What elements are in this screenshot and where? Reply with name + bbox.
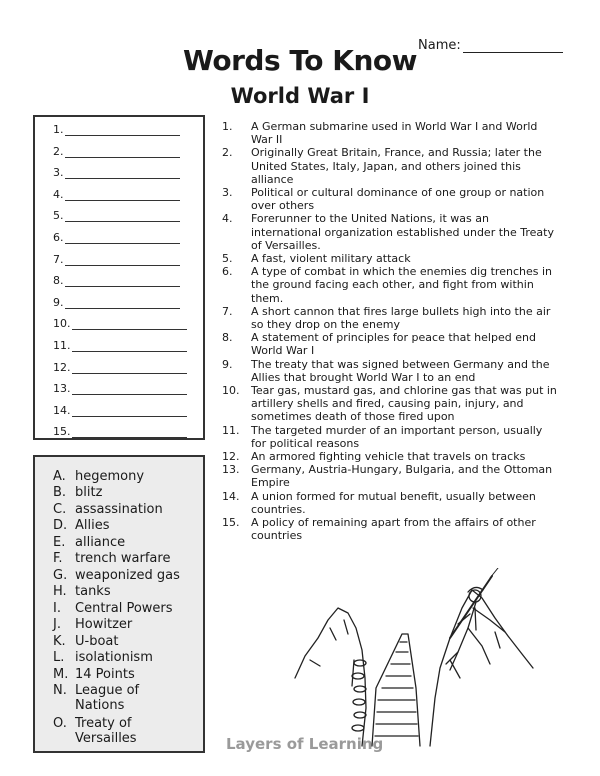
word-bank-item: N. League of Nations	[53, 683, 140, 713]
answer-blank[interactable]: 15.	[53, 425, 187, 438]
answer-blank[interactable]: 12.	[53, 361, 187, 374]
definition-item: 2. Originally Great Britain, France, and Russia; later the United States, Italy, Japan, and others joined this alliance	[222, 146, 542, 186]
definition-item: 10. Tear gas, mustard gas, and chlorine gas that was put in artillery shells and fired, causing pain, injury, and sometimes death of those fired upon	[222, 384, 557, 424]
definition-item: 5. A fast, violent military attack	[222, 252, 411, 266]
word-bank-item: E. alliance	[53, 535, 126, 550]
trench-soldier-illustration	[290, 568, 535, 748]
word-bank-item: L. isolationism	[53, 650, 153, 665]
answer-blank[interactable]: 3.	[53, 166, 180, 179]
answer-blank[interactable]: 10.	[53, 317, 187, 330]
definition-item: 11. The targeted murder of an important person, usually for political reasons	[222, 423, 543, 450]
word-bank-item: D. Allies	[53, 518, 110, 533]
definition-item: 12. An armored fighting vehicle that travels on tracks	[222, 450, 526, 464]
answer-blank[interactable]: 6.	[53, 231, 180, 244]
word-bank-item: O. Treaty of Versailles	[53, 716, 137, 746]
word-bank-item: F. trench warfare	[53, 551, 171, 566]
definition-item: 13. Germany, Austria-Hungary, Bulgaria, and the Ottoman Empire	[222, 463, 553, 490]
word-bank-item: I. Central Powers	[53, 601, 173, 616]
definition-item: 9. The treaty that was signed between Germany and the Allies that brought World War I to an end	[222, 357, 550, 384]
definition-item: 3. Political or cultural dominance of one group or nation over others	[222, 186, 545, 213]
answer-blank[interactable]: 5.	[53, 209, 180, 222]
definition-item: 4. Forerunner to the United Nations, it was an international organization established under the Treaty of Versailles.	[222, 212, 554, 252]
word-bank-item: H. tanks	[53, 584, 111, 599]
page-subtitle: World War I	[230, 84, 370, 108]
definition-item: 6. A type of combat in which the enemies dig trenches in the ground facing each other, and fight from within them.	[222, 265, 552, 305]
word-bank-item: J. Howitzer	[53, 617, 133, 632]
answer-blank[interactable]: 14.	[53, 404, 187, 417]
definition-item: 1. A German submarine used in World War I and World War II	[222, 120, 538, 147]
answer-box	[33, 115, 205, 440]
word-bank-item: K. U-boat	[53, 634, 119, 649]
name-label: Name:	[418, 38, 461, 53]
word-bank-item: B. blitz	[53, 485, 103, 500]
word-bank-item: G. weaponized gas	[53, 568, 180, 583]
definition-item: 15. A policy of remaining apart from the affairs of other countries	[222, 516, 536, 543]
definition-item: 8. A statement of principles for peace that helped end World War I	[222, 331, 536, 358]
answer-blank[interactable]: 8.	[53, 274, 180, 287]
answer-blank[interactable]: 13.	[53, 382, 187, 395]
footer-brand: Layers of Learning	[226, 735, 384, 753]
word-bank-item: C. assassination	[53, 502, 163, 517]
definition-item: 7. A short cannon that fires large bullets high into the air so they drop on the enemy	[222, 304, 551, 332]
answer-blank[interactable]: 7.	[53, 253, 180, 266]
answer-blank[interactable]: 4.	[53, 188, 180, 201]
definition-item: 14. A union formed for mutual benefit, usually between countries.	[222, 489, 536, 516]
word-bank	[33, 455, 205, 753]
word-bank-item: M. 14 Points	[53, 667, 135, 682]
answer-blank[interactable]: 9.	[53, 296, 180, 309]
answer-blank[interactable]: 11.	[53, 339, 187, 352]
definitions-list	[222, 120, 557, 543]
answer-blank[interactable]: 1.	[53, 123, 180, 136]
answer-blank[interactable]: 2.	[53, 145, 180, 158]
word-bank-item: A. hegemony	[53, 469, 145, 484]
page-title: Words To Know	[183, 44, 417, 77]
